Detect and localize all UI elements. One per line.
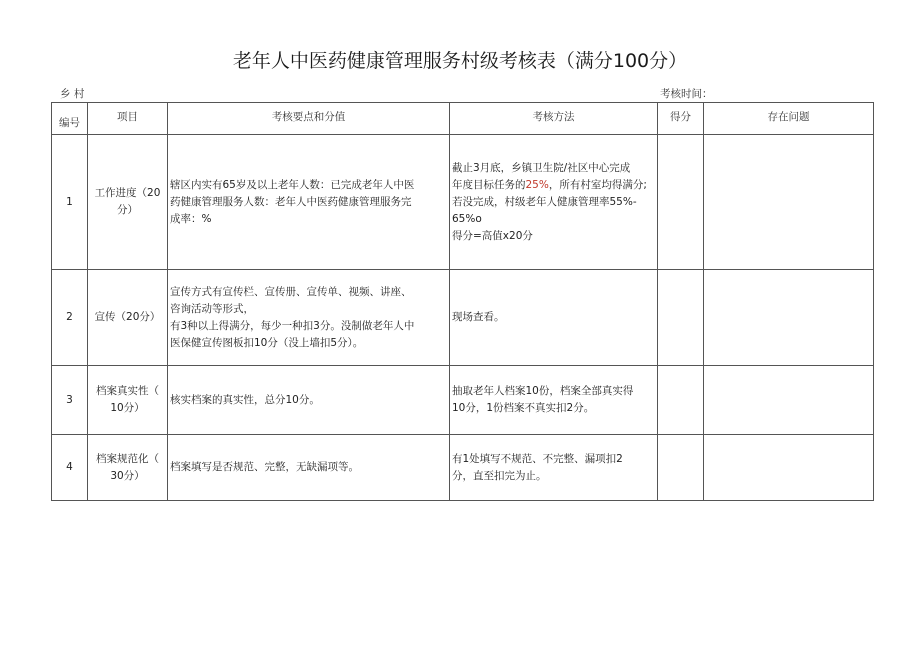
village-label: 乡 村 — [60, 88, 85, 100]
row-score — [658, 435, 704, 501]
row-issues — [704, 135, 874, 270]
method-line: 现场查看。 — [452, 311, 505, 323]
item-line: 档案规范化（ — [96, 452, 159, 465]
row-item — [88, 435, 168, 501]
row-points — [168, 135, 450, 270]
item-line: 档案真实性（ — [96, 385, 159, 397]
row-number: 4 — [52, 435, 88, 501]
points-line: 医保健宣传图板扣10分（没上墙扣5分）。 — [170, 336, 364, 349]
points-line: 药健康管理服务人数：老年人中医药健康管理服务完 — [170, 195, 412, 208]
points-line: 咨询活动等形式， — [170, 302, 254, 315]
item-line: 分） — [117, 204, 138, 216]
row-number: 2 — [52, 270, 88, 366]
row-method — [450, 435, 658, 501]
table-row — [52, 435, 874, 501]
item-line: 30分） — [110, 469, 145, 482]
row-issues — [704, 270, 874, 366]
assessment-table — [51, 102, 874, 501]
row-method — [450, 135, 658, 270]
method-line: 截止3月底，乡镇卫生院/社区中心完成 — [452, 161, 631, 174]
page-title: 老年人中医药健康管理服务村级考核表（满分100分） — [232, 50, 688, 72]
points-line: 档案填写是否规范、完整，无缺漏项等。 — [170, 461, 359, 473]
header-score: 得分 — [658, 103, 704, 135]
assessment-time-label: 考核时间： — [660, 88, 713, 100]
header-item: 项目 — [88, 103, 168, 135]
method-line — [452, 177, 655, 194]
header-method: 考核方法 — [450, 103, 658, 135]
method-line: 有1处填写不规范、不完整、漏项扣2 — [452, 452, 623, 465]
row-item — [88, 135, 168, 270]
row-points — [168, 366, 450, 435]
header-points: 考核要点和分值 — [168, 103, 450, 135]
row-points — [168, 435, 450, 501]
row-method — [450, 270, 658, 366]
points-line: 成率：% — [170, 212, 212, 225]
table-row — [52, 366, 874, 435]
row-item — [88, 366, 168, 435]
row-score — [658, 366, 704, 435]
table-row — [52, 135, 874, 270]
target-percent: 25% — [525, 178, 549, 191]
table-row — [52, 270, 874, 366]
points-line: 宣传方式有宣传栏、宣传册、宣传单、视频、讲座、 — [170, 285, 412, 298]
points-line: 有3种以上得满分，每少一种扣3分。没制做老年人中 — [170, 319, 415, 332]
points-line: 核实档案的真实性，总分10分。 — [170, 393, 320, 406]
method-text: ，所有村室均得满分; — [548, 178, 647, 191]
row-method — [450, 366, 658, 435]
item-line: 宣传（20分） — [94, 311, 161, 323]
header-number: 编号 — [52, 103, 88, 135]
row-score — [658, 135, 704, 270]
method-line: 得分=高值x20分 — [452, 229, 533, 242]
row-issues — [704, 435, 874, 501]
row-score — [658, 270, 704, 366]
method-line: 抽取老年人档案10份，档案全部真实得 — [452, 385, 634, 397]
row-issues — [704, 366, 874, 435]
row-number: 3 — [52, 366, 88, 435]
item-line: 10分） — [110, 402, 145, 414]
method-text: 年度目标任务的 — [452, 178, 526, 191]
method-line: 若没完成，村级老年人健康管理率55%- — [452, 195, 637, 208]
method-line: 分，直至扣完为止。 — [452, 469, 547, 482]
method-line: 65%o — [452, 212, 482, 225]
header-row — [52, 103, 874, 135]
item-line: 工作进度（20 — [94, 187, 161, 199]
method-line: 10分，1份档案不真实扣2分。 — [452, 402, 595, 414]
points-line: 辖区内实有65岁及以上老年人数：已完成老年人中医 — [170, 178, 415, 191]
row-item — [88, 270, 168, 366]
header-issues: 存在问题 — [704, 103, 874, 135]
row-number: 1 — [52, 135, 88, 270]
row-points — [168, 270, 450, 366]
